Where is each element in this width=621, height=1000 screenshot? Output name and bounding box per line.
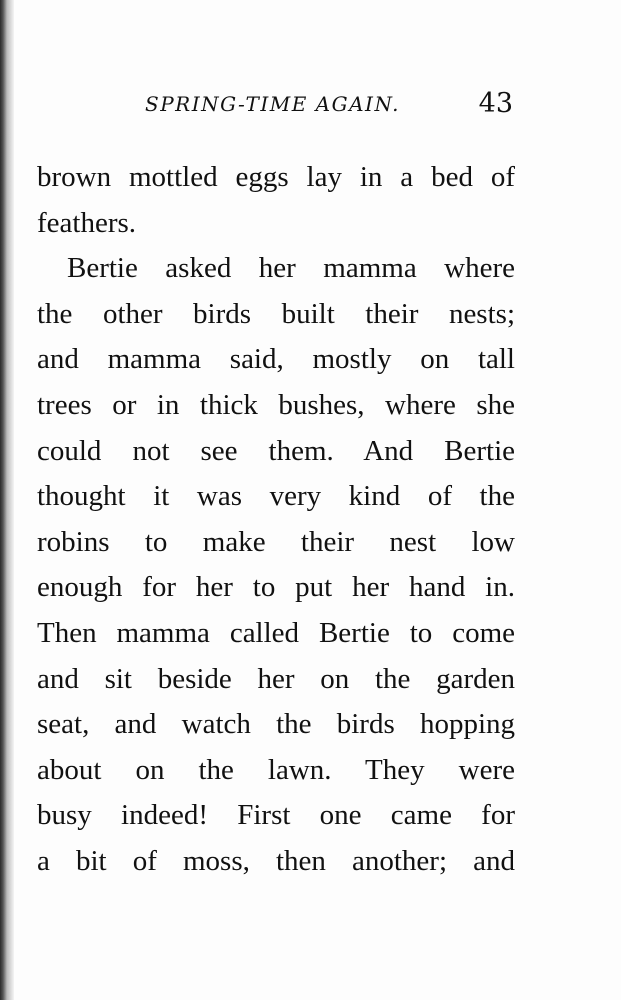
- text-line: seat, and watch the birds hopping: [37, 708, 515, 741]
- text-line: could not see them. And Bertie: [37, 434, 515, 467]
- page-header: [0, 88, 621, 128]
- text-line: Bertie asked her mamma where: [67, 252, 515, 285]
- text-line: brown mottled eggs lay in a bed of: [37, 161, 515, 193]
- text-line: robins to make their nest low: [37, 525, 515, 558]
- body-text: [37, 155, 515, 885]
- running-title: SPRING-TIME AGAIN.: [145, 92, 401, 116]
- page-number: 43: [478, 88, 513, 119]
- text-line: a bit of moss, then another; and: [37, 844, 515, 877]
- text-line: and sit beside her on the garden: [37, 662, 515, 695]
- text-line: thought it was very kind of the: [37, 480, 515, 513]
- text-line: the other birds built their nests;: [37, 297, 515, 330]
- text-line: trees or in thick bushes, where she: [37, 388, 515, 421]
- text-line: Then mamma called Bertie to come: [37, 616, 515, 649]
- page-binding-edge: [0, 0, 14, 1000]
- text-line: enough for her to put her hand in.: [37, 571, 515, 604]
- text-line: about on the lawn. They were: [37, 753, 515, 786]
- text-line: busy indeed! First one came for: [37, 799, 515, 832]
- text-line: and mamma said, mostly on tall: [37, 343, 515, 376]
- text-line: feathers.: [37, 206, 137, 239]
